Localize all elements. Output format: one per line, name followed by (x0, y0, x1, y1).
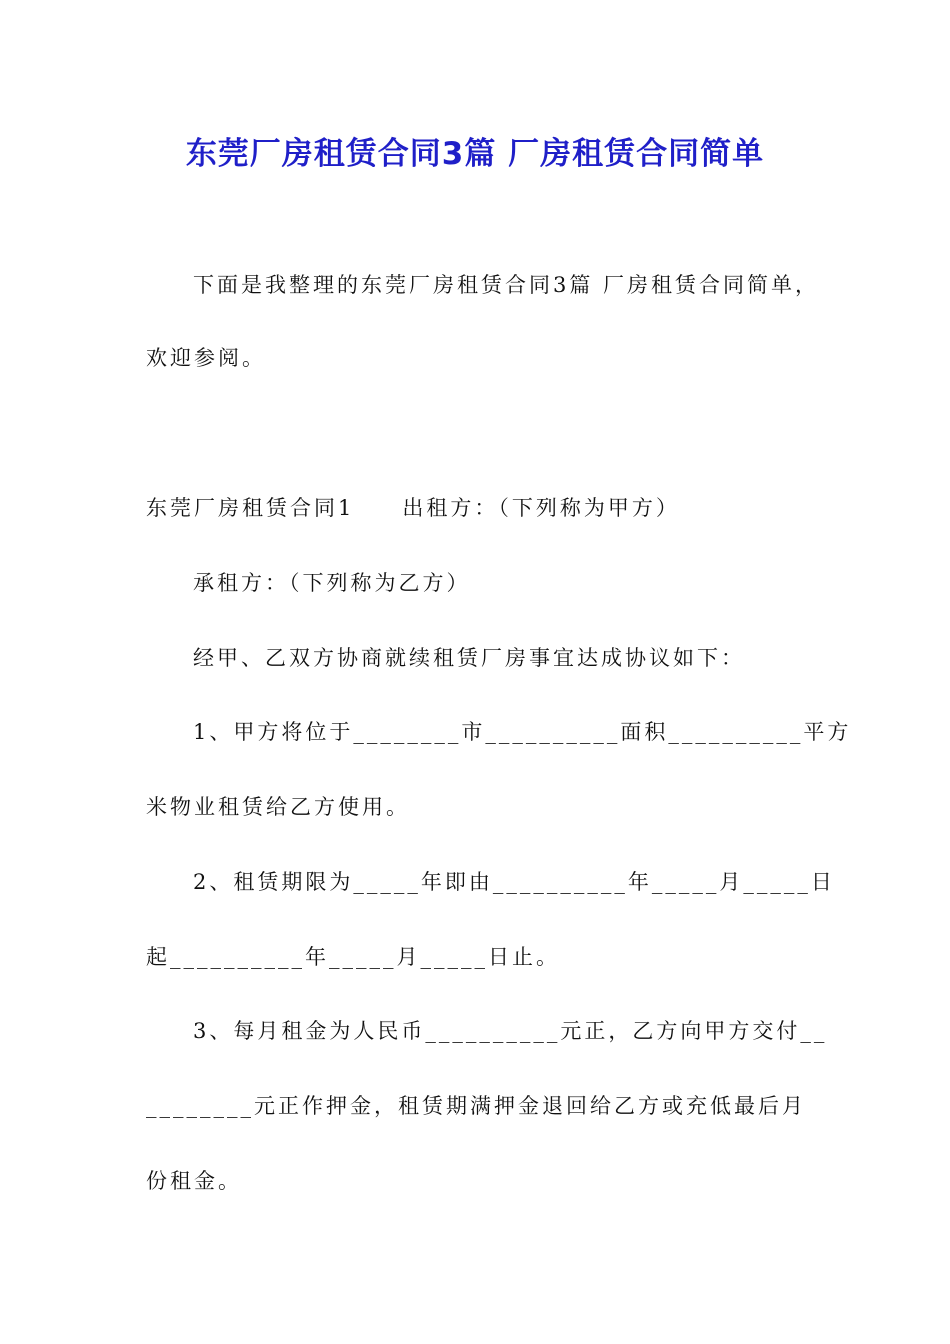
agreement-intro-line: 经甲、乙双方协商就续租赁厂房事宜达成协议如下： (193, 646, 745, 670)
clause-1-line-1: 1、甲方将位于________市__________面积__________平方 (193, 720, 852, 744)
lessee-line: 承租方：（下列称为乙方） (193, 571, 471, 595)
clause-2-line-2: 起__________年_____月_____日止。 (146, 945, 560, 969)
document-title: 东莞厂房租赁合同3篇 厂房租赁合同简单 (185, 136, 765, 172)
intro-line-1: 下面是我整理的东莞厂房租赁合同3篇 厂房租赁合同简单， (193, 273, 820, 297)
intro-line-2: 欢迎参阅。 (146, 346, 266, 370)
clause-3-line-1: 3、每月租金为人民币__________元正，乙方向甲方交付__ (193, 1019, 828, 1043)
contract-heading-line: 东莞厂房租赁合同1 出租方：（下列称为甲方） (146, 496, 680, 520)
clause-2-line-1: 2、租赁期限为_____年即由__________年_____月_____日 (193, 870, 835, 894)
clause-1-line-2: 米物业租赁给乙方使用。 (146, 795, 410, 819)
clause-3-line-2: ________元正作押金，租赁期满押金退回给乙方或充低最后月 (146, 1094, 806, 1118)
clause-3-line-3: 份租金。 (146, 1169, 242, 1193)
